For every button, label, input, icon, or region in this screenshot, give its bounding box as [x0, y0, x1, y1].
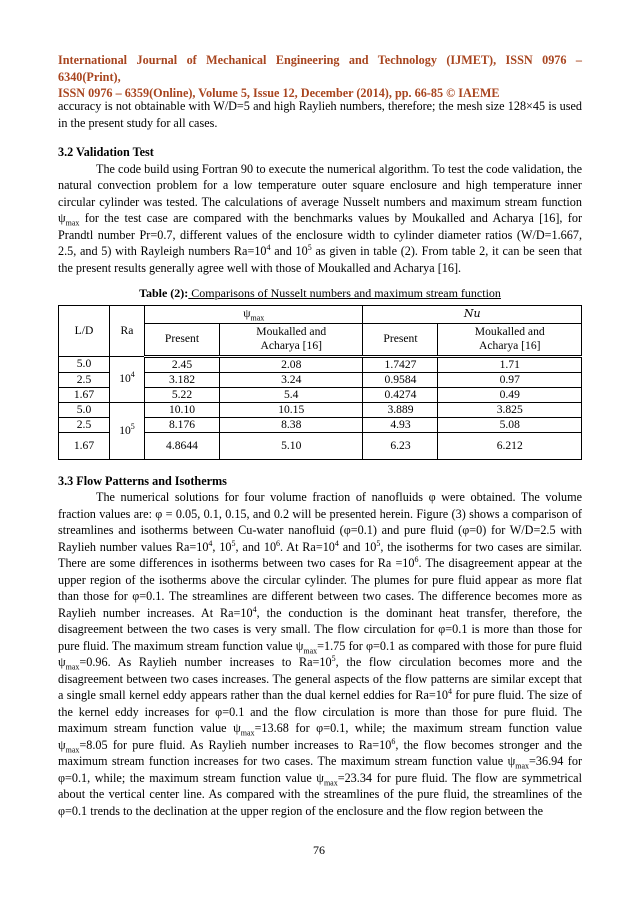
journal-header: [58, 52, 582, 102]
col-header-ld: L/D: [59, 305, 110, 356]
col-header-psi-ref: Moukalled and Acharya [16]: [220, 323, 363, 356]
col-header-nu-ref: Moukalled and Acharya [16]: [438, 323, 582, 356]
col-header-nu: Nu: [363, 305, 582, 323]
validation-paragraph: The code build using Fortran 90 to execute the numerical algorithm. To test the code validation, the natural convection problem for a low temperature outer square enclosure and high temperature inner circular cylinder was tested. The calculations of average Nusselt numbers and maximum stream function $\psi_{max}$ for the test case are compared with the benchmarks values by Moukalled and Acharya [16], for Prandtl number Pr=0.7, different values of the enclosure width to cylinder diameter ratios (W/D=1.667, 2.5, and 5) with Rayleigh numbers $Ra=10^4$ and $10^5$ as given in table (2). From table 2, it can be seen that the present results generally agree well with those of Moukalled and Acharya [16].: [58, 161, 582, 275]
intro-paragraph: accuracy is not obtainable with W/D=5 and high Raylieh numbers, therefore; the mesh size 128×45 is used in the present study for all cases.: [58, 99, 582, 130]
ra-cell-1e5: $10^5$: [110, 402, 145, 459]
header-line-1: International Journal of Mechanical Engineering and Technology (IJMET), ISSN 0976 – 6340(Print),: [58, 53, 582, 84]
table-row: 1.67 5.22 5.4 0.4274 0.49: [59, 387, 582, 402]
table-row: 5.0 $10^5$ 10.10 10.15 3.889 3.825: [59, 402, 582, 417]
col-header-psi: $\psi_{max}$: [145, 305, 363, 323]
header-line-2: ISSN 0976 – 6359(Online), Volume 5, Issue 12, December (2014), pp. 66-85 © IAEME: [58, 86, 500, 100]
table-row: 1.67 4.8644 5.10 6.23 6.212: [59, 432, 582, 459]
page-number: 76: [313, 843, 325, 857]
page-content: [58, 98, 582, 819]
table-row: 2.5 8.176 8.38 4.93 5.08: [59, 417, 582, 432]
table-row: 5.0 $10^4$ 2.45 2.08 1.7427 1.71: [59, 356, 582, 372]
col-header-psi-present: Present: [145, 323, 220, 356]
ra-cell-1e4: $10^4$: [110, 356, 145, 402]
col-header-nu-present: Present: [363, 323, 438, 356]
col-header-ra: Ra: [110, 305, 145, 356]
comparison-table: [58, 305, 582, 460]
table-caption: Table (2): Comparisons of Nusselt numbers and maximum stream function: [139, 286, 501, 300]
section-heading-flow: 3.3 Flow Patterns and Isotherms: [58, 473, 227, 488]
section-heading-validation: 3.2 Validation Test: [58, 145, 154, 159]
flow-paragraph: The numerical solutions for four volume fraction of nanofluids φ were obtained. The volume fraction values are: φ = 0.05, 0.1, 0.15, and 0.2 will be presented herein. Figure (3) shows a comparison of streamlines and isotherms between Cu-water nanofluid (φ=0.1) and pure fluid (φ=0) for W/D=2.5 with Raylieh number values $Ra=10^4$, $10^5$, and $10^6$. At $Ra=10^4$ and $10^5$, the isotherms for two cases are similar. There are some differences in isotherms between two cases for $Ra =10^6$. The disagreement appear at the upper region of the isotherms above the circular cylinder. The plumes for pure fluid appear as more flat than those for φ=0.1. The streamlines are different between two cases. The difference becomes more as Raylieh number increases. At $Ra=10^4$, the conduction is the dominant heat transfer, therefore, the disagreement between the two cases is very small. The flow circulation for φ=0.1 is more than those for pure fluid. The maximum stream function value $\psi_{max}=1.75$ for φ=0.1 as compared with those for pure fluid $\psi_{max}=0.96$. As Raylieh number increases to $Ra=10^5$, the flow circulation becomes more and the disagreement between two cases increases. The general aspects of the flow patterns are similar except that a single small kernel eddy appears rather than the dual kernel eddies for $Ra=10^4$ for pure fluid. The size of the kernel eddy increases for φ=0.1 and the flow circulation is more than those for pure fluid. The maximum stream function value $\psi_{max}=13.68$ for φ=0.1, while; the maximum stream function value $\psi_{max}=8.05$ for pure fluid. As Raylieh number increases to $Ra=10^6$, the flow becomes stronger and the maximum stream function increases for two cases. The maximum stream function value $\psi_{max}=36.94$ for φ=0.1, while; the maximum stream function value $\psi_{max}=23.34$ for pure fluid. The flow are symmetrical about the vertical center line. As compared with the streamlines of the pure fluid, the streamlines of the φ=0.1 trends to the declination at the upper region of the enclosure and the flow region between the: [58, 490, 583, 818]
table-row: 2.5 3.182 3.24 0.9584 0.97: [59, 372, 582, 387]
